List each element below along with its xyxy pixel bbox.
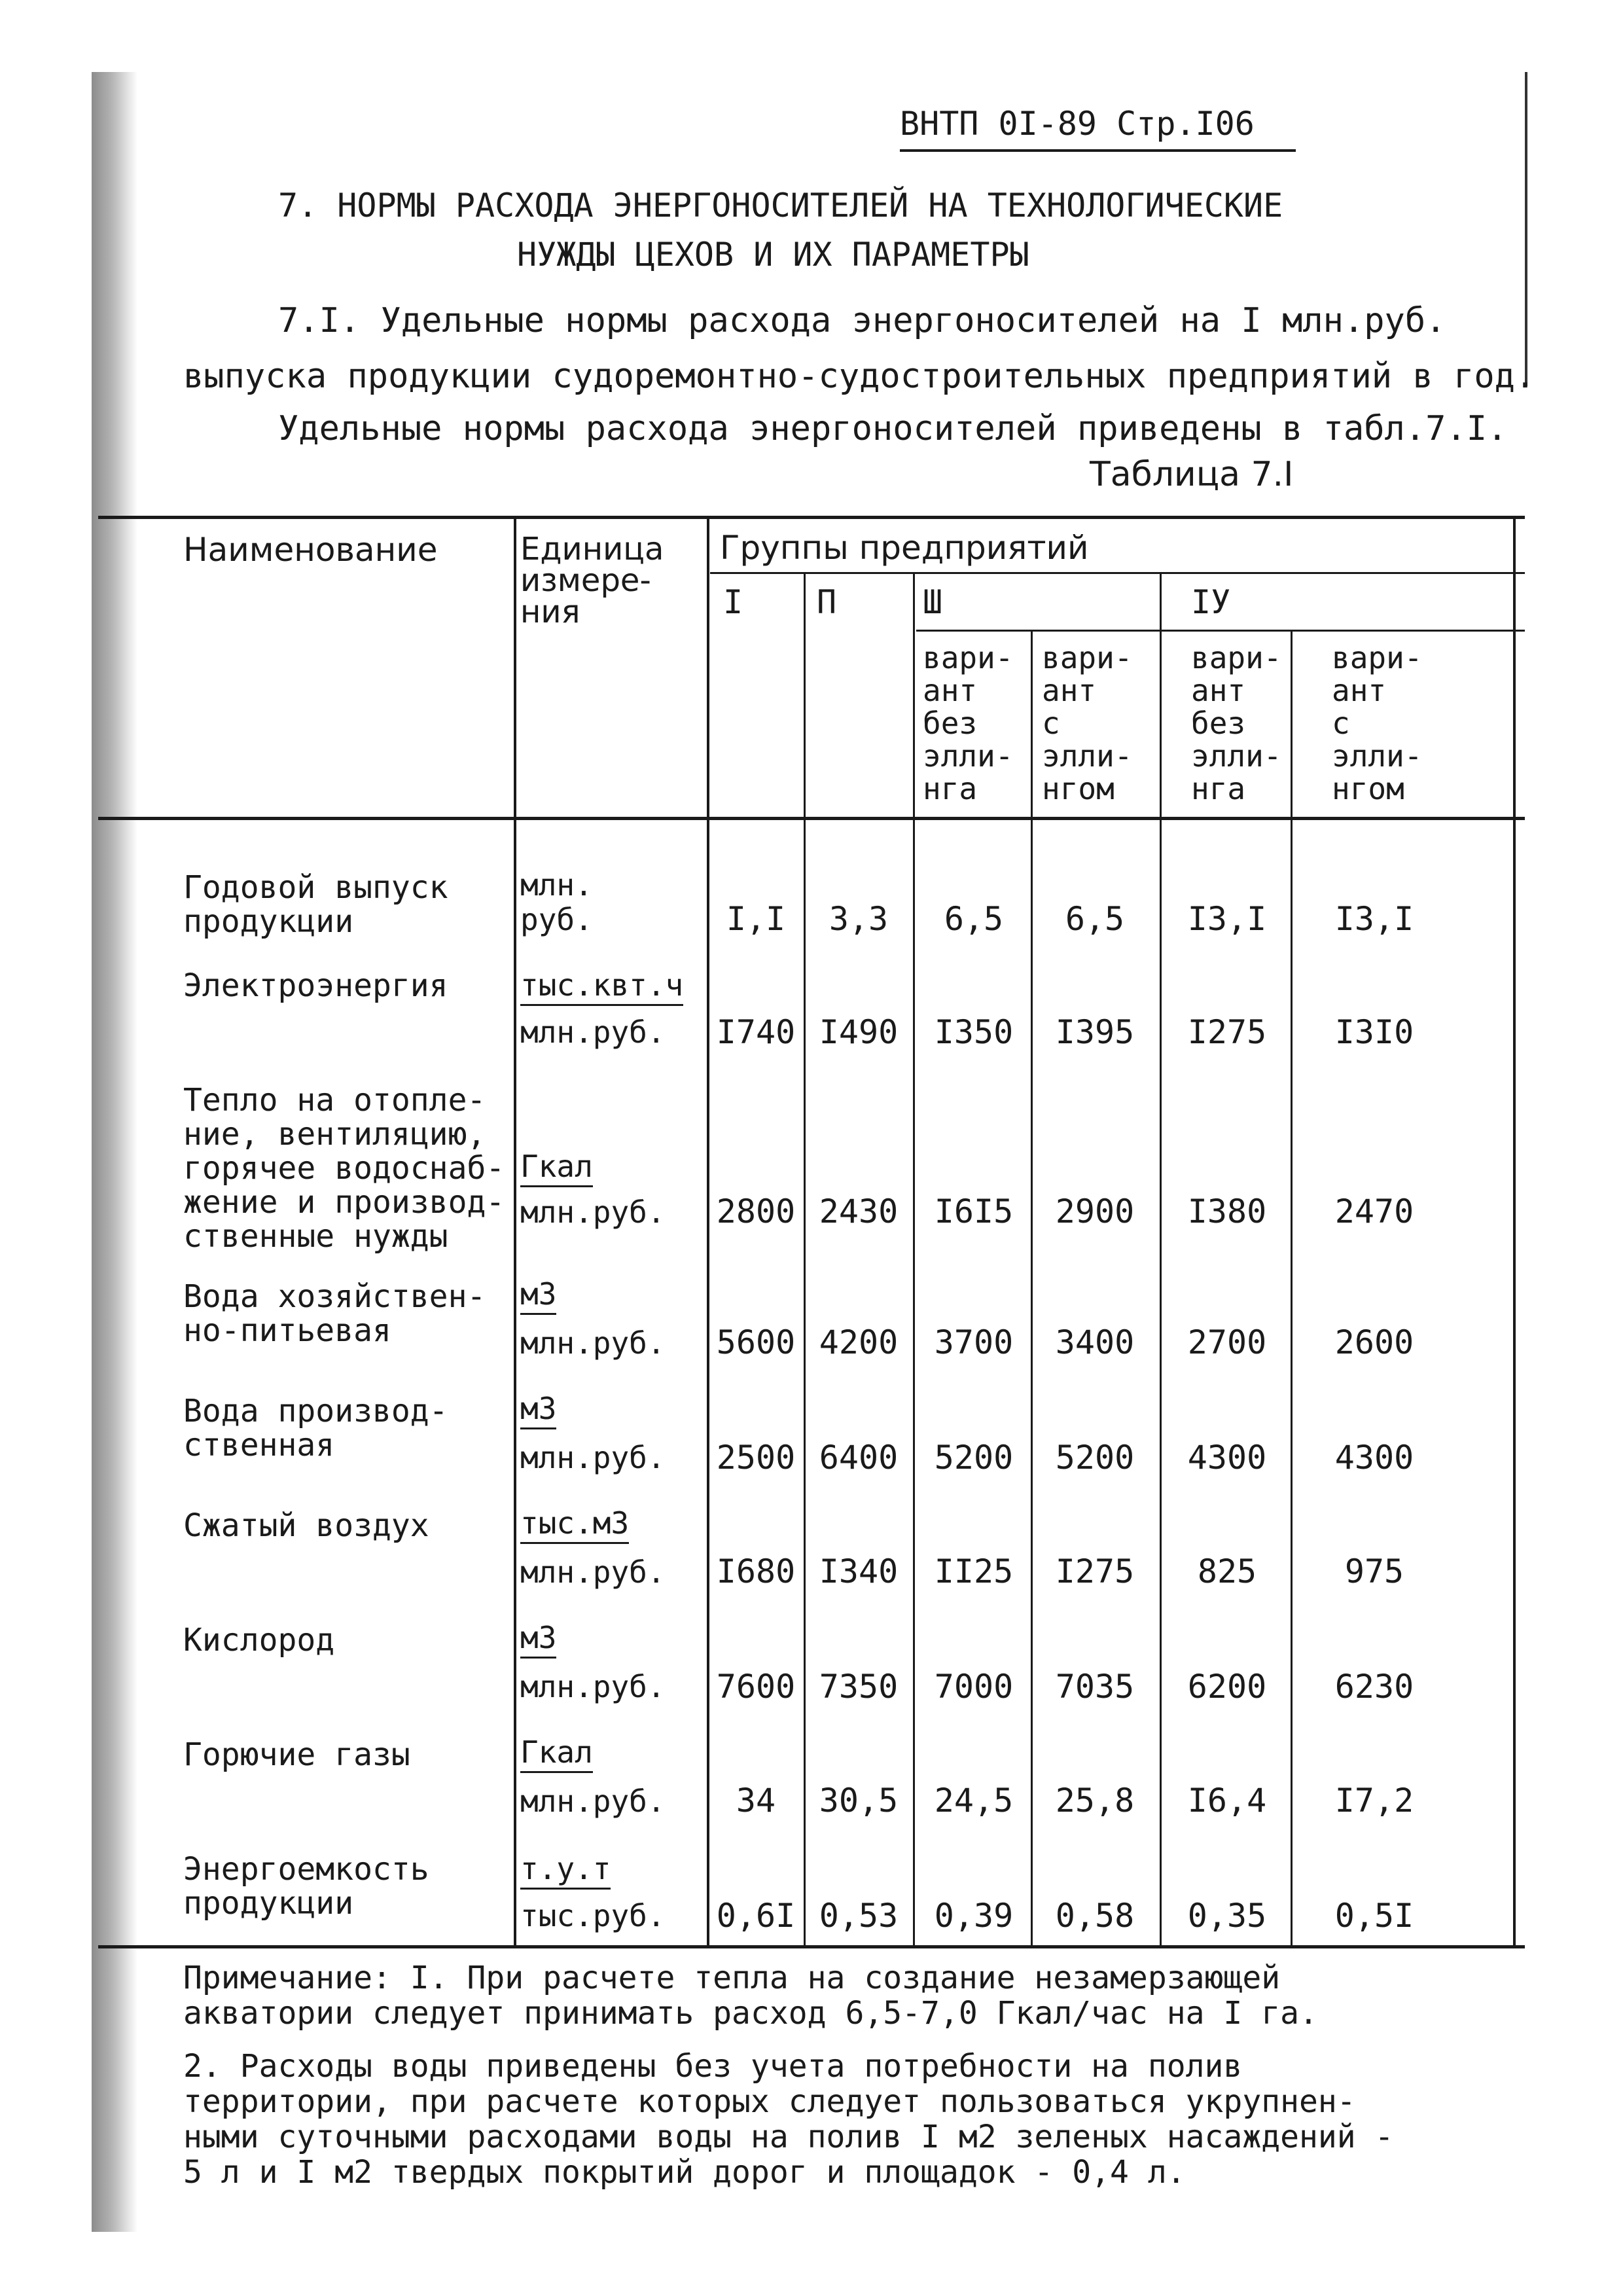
value-g4b: I3,I bbox=[1334, 900, 1414, 938]
value-g1: 2800 bbox=[716, 1193, 796, 1230]
header-groups: Группы предприятий bbox=[720, 529, 1089, 567]
value-g4b: 2600 bbox=[1334, 1323, 1414, 1361]
row-name: Сжатый воздух bbox=[183, 1507, 429, 1544]
page-edge-line bbox=[1525, 72, 1527, 386]
value-g4a: I3,I bbox=[1187, 900, 1267, 938]
row-unit-top: м3 bbox=[520, 1276, 556, 1315]
col-divider-g4b bbox=[1291, 630, 1293, 1947]
col-divider-g3b bbox=[1031, 630, 1033, 1947]
col-divider-g3 bbox=[913, 573, 915, 1947]
row-name: Энергоемкость продукции bbox=[183, 1851, 429, 1922]
value-g4a: 6200 bbox=[1187, 1668, 1267, 1706]
value-g4b: 4300 bbox=[1334, 1439, 1414, 1477]
value-g4b: 975 bbox=[1344, 1552, 1404, 1590]
row-name: Вода производ- ственная bbox=[183, 1393, 448, 1463]
intro-line1: 7.I. Удельные нормы расхода энергоносителей на I млн.руб. bbox=[278, 301, 1446, 340]
header-bottom-rule bbox=[98, 817, 1525, 820]
value-g3b: I275 bbox=[1055, 1552, 1135, 1590]
header-g3-variant-a: вари- ант без элли- нга bbox=[923, 640, 1014, 806]
row-unit-top: Гкал bbox=[520, 1734, 593, 1773]
value-g1: 7600 bbox=[716, 1668, 796, 1706]
value-g3a: 7000 bbox=[934, 1668, 1014, 1706]
row-unit-top: м3 bbox=[520, 1620, 556, 1659]
value-g3b: 2900 bbox=[1055, 1193, 1135, 1230]
value-g4a: 2700 bbox=[1187, 1323, 1267, 1361]
variants-rule bbox=[916, 630, 1525, 632]
value-g4b: 6230 bbox=[1334, 1668, 1414, 1706]
groups-rule bbox=[710, 572, 1525, 574]
table-bottom-rule bbox=[98, 1945, 1525, 1948]
value-g3a: I6I5 bbox=[934, 1193, 1014, 1230]
value-g3b: 25,8 bbox=[1055, 1782, 1135, 1820]
intro-line3: Удельные нормы расхода энергоносителей приведены в табл.7.I. bbox=[278, 409, 1508, 448]
row-unit-bottom: млн.руб. bbox=[520, 1554, 666, 1590]
row-unit-bottom: руб. bbox=[520, 902, 593, 937]
value-g4b: 2470 bbox=[1334, 1193, 1414, 1230]
col-divider-unit bbox=[514, 517, 516, 1947]
row-unit-bottom: млн.руб. bbox=[520, 1325, 666, 1361]
row-unit-bottom: тыс.руб. bbox=[520, 1898, 666, 1933]
document-code: ВНТП 0I-89 Стр.I06 bbox=[900, 105, 1255, 143]
header-g3-variant-b: вари- ант с элли- нгом bbox=[1042, 640, 1133, 806]
row-unit-bottom: млн.руб. bbox=[520, 1440, 666, 1475]
section-title-line2: НУЖДЫ ЦЕХОВ И ИХ ПАРАМЕТРЫ bbox=[517, 236, 1029, 274]
header-g4-variant-a: вари- ант без элли- нга bbox=[1191, 640, 1282, 806]
header-underline bbox=[900, 149, 1296, 152]
table-label: Таблица 7.I bbox=[1090, 455, 1294, 494]
row-name: Горючие газы bbox=[183, 1736, 410, 1773]
col-divider-g1 bbox=[707, 517, 709, 1947]
value-g1: I,I bbox=[726, 900, 786, 938]
row-unit-top: тыс.м3 bbox=[520, 1505, 629, 1544]
header-group-2: П bbox=[817, 583, 837, 621]
value-g3b: 5200 bbox=[1055, 1439, 1135, 1477]
value-g1: 34 bbox=[736, 1782, 776, 1820]
value-g3b: 0,58 bbox=[1055, 1897, 1135, 1935]
value-g2: 7350 bbox=[819, 1668, 899, 1706]
row-unit-top: млн. bbox=[520, 867, 593, 903]
value-g1: I740 bbox=[716, 1013, 796, 1051]
value-g4b: I3I0 bbox=[1334, 1013, 1414, 1051]
row-unit-bottom: млн.руб. bbox=[520, 1784, 666, 1819]
value-g3b: 6,5 bbox=[1065, 900, 1125, 938]
value-g1: 5600 bbox=[716, 1323, 796, 1361]
row-unit-bottom: млн.руб. bbox=[520, 1014, 666, 1050]
value-g2: 30,5 bbox=[819, 1782, 899, 1820]
value-g1: 0,6I bbox=[716, 1897, 796, 1935]
value-g3a: 24,5 bbox=[934, 1782, 1014, 1820]
col-divider-g2 bbox=[804, 573, 806, 1947]
value-g3b: I395 bbox=[1055, 1013, 1135, 1051]
header-group-1: I bbox=[723, 583, 743, 621]
value-g4a: 4300 bbox=[1187, 1439, 1267, 1477]
row-unit-top: Гкал bbox=[520, 1149, 593, 1187]
value-g2: 3,3 bbox=[829, 900, 889, 938]
intro-line2: выпуска продукции судоремонтно-судостроительных предприятий в год. bbox=[183, 357, 1536, 396]
header-unit: Единица измере- ния bbox=[520, 531, 664, 630]
row-unit-bottom: млн.руб. bbox=[520, 1669, 666, 1704]
row-name: Электроэнергия bbox=[183, 967, 448, 1004]
value-g3a: 6,5 bbox=[944, 900, 1004, 938]
value-g3a: 5200 bbox=[934, 1439, 1014, 1477]
table-top-rule bbox=[98, 516, 1525, 519]
col-divider-g4 bbox=[1160, 573, 1162, 1947]
value-g3b: 3400 bbox=[1055, 1323, 1135, 1361]
value-g4a: I380 bbox=[1187, 1193, 1267, 1230]
value-g4b: I7,2 bbox=[1334, 1782, 1414, 1820]
value-g2: 6400 bbox=[819, 1439, 899, 1477]
row-name: Годовой выпуск продукции bbox=[183, 869, 448, 940]
section-title-line1: 7. НОРМЫ РАСХОДА ЭНЕРГОНОСИТЕЛЕЙ НА ТЕХНОЛОГИЧЕСКИЕ bbox=[278, 187, 1283, 224]
row-unit-top: т.у.т bbox=[520, 1851, 611, 1890]
note-1: Примечание: I. При расчете тепла на создание незамерзающей акватории следует принимать расход 6,5-7,0 Гкал/час на I га. bbox=[183, 1960, 1318, 2032]
header-name: Наименование bbox=[183, 531, 438, 569]
value-g3a: 0,39 bbox=[934, 1897, 1014, 1935]
header-g4-variant-b: вари- ант с элли- нгом bbox=[1332, 640, 1423, 806]
scan-shadow bbox=[92, 72, 137, 2232]
value-g2: I340 bbox=[819, 1552, 899, 1590]
value-g2: I490 bbox=[819, 1013, 899, 1051]
value-g3a: 3700 bbox=[934, 1323, 1014, 1361]
row-name: Кислород bbox=[183, 1622, 335, 1659]
table-right-rule bbox=[1513, 517, 1516, 1947]
row-name: Тепло на отопле- ние, вентиляцию, горячее водоснаб- жение и производ- ственные нужды bbox=[183, 1082, 505, 1255]
value-g4b: 0,5I bbox=[1334, 1897, 1414, 1935]
value-g2: 0,53 bbox=[819, 1897, 899, 1935]
value-g4a: I275 bbox=[1187, 1013, 1267, 1051]
note-2: 2. Расходы воды приведены без учета потребности на полив территории, при расчете которых следует пользоваться укрупнен- ными суточными расходами воды на полив I м2 зеленых насаждений - 5 л и I м2 твердых покрытий дорог и площадок - 0,4 л. bbox=[183, 2048, 1394, 2191]
value-g1: I680 bbox=[716, 1552, 796, 1590]
row-unit-top: м3 bbox=[520, 1391, 556, 1429]
value-g2: 4200 bbox=[819, 1323, 899, 1361]
value-g3a: I350 bbox=[934, 1013, 1014, 1051]
row-name: Вода хозяйствен- но-питьевая bbox=[183, 1278, 486, 1349]
value-g4a: 0,35 bbox=[1187, 1897, 1267, 1935]
value-g4a: 825 bbox=[1197, 1552, 1257, 1590]
value-g4a: I6,4 bbox=[1187, 1782, 1267, 1820]
row-unit-bottom: млн.руб. bbox=[520, 1194, 666, 1230]
value-g3b: 7035 bbox=[1055, 1668, 1135, 1706]
value-g1: 2500 bbox=[716, 1439, 796, 1477]
row-unit-top: тыс.квт.ч bbox=[520, 967, 683, 1006]
header-group-4: IУ bbox=[1191, 583, 1231, 621]
value-g2: 2430 bbox=[819, 1193, 899, 1230]
value-g3a: II25 bbox=[934, 1552, 1014, 1590]
header-group-3: Ш bbox=[923, 583, 943, 621]
